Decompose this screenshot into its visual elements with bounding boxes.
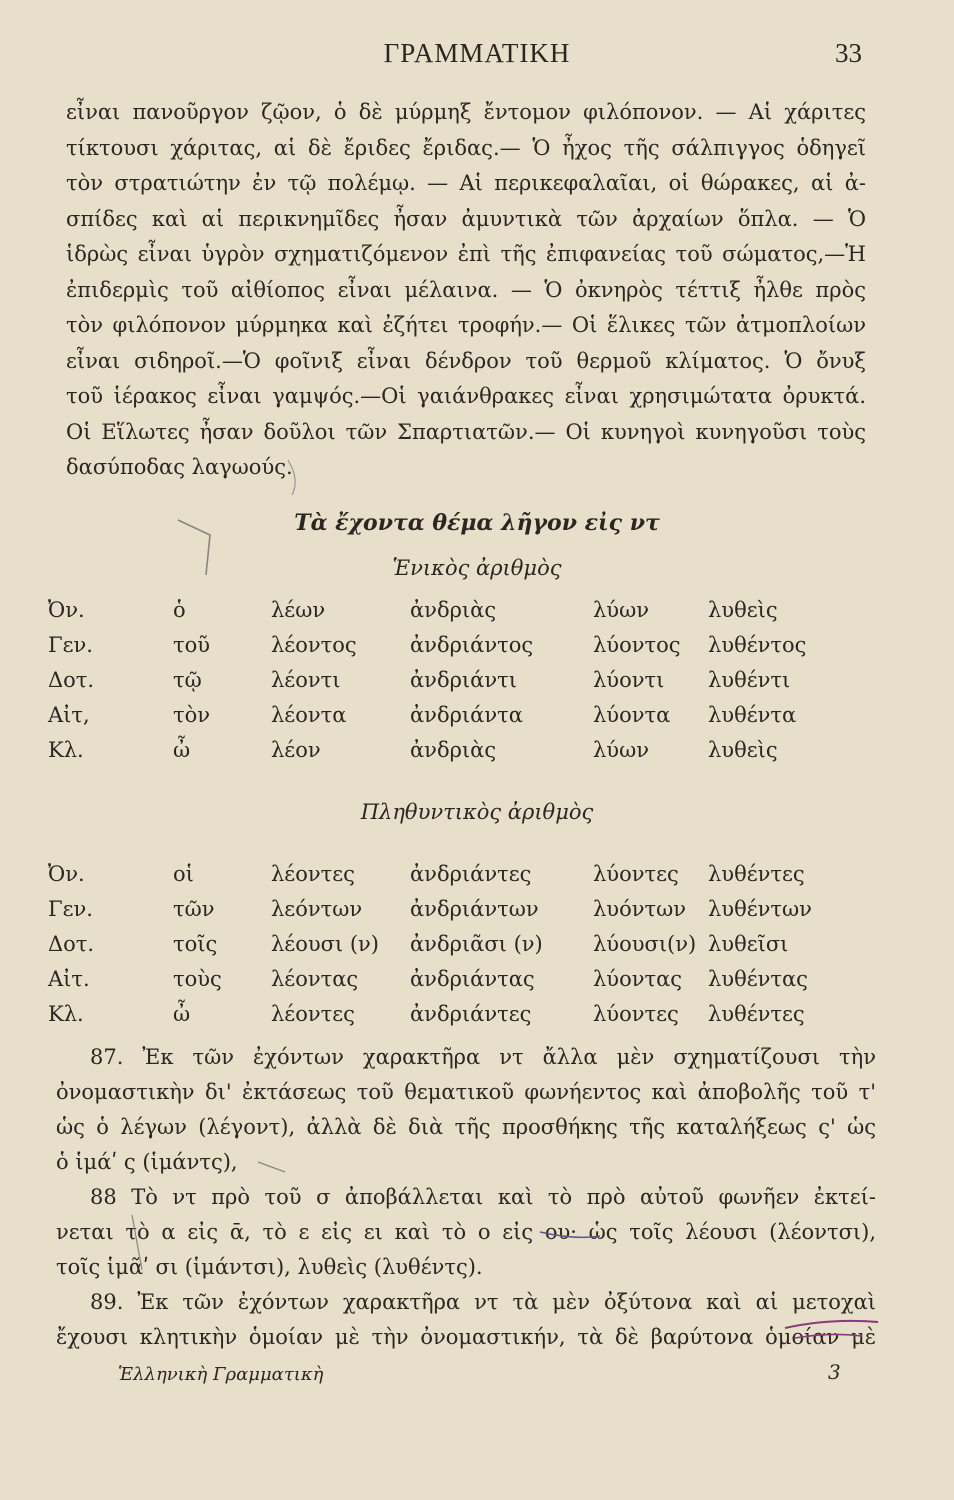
case-label: Αἰτ. bbox=[48, 967, 90, 991]
declension-cell: λύοντας bbox=[593, 967, 683, 991]
footer-signature: Ἑλληνικὴ Γραμματικὴ bbox=[118, 1364, 324, 1385]
rule-text-line: ὡς ὁ λέγων (λέγοντ), ἀλλὰ δὲ διὰ τῆς προσθήκης τῆς καταλήξεως ς' ὡς bbox=[56, 1115, 876, 1139]
declension-cell: λύοντος bbox=[593, 633, 681, 657]
declension-cell: ἀνδριάντων bbox=[410, 897, 539, 921]
text-line: τίκτουσι χάριτας, αἱ δὲ ἔριδες ἔριδας.— Ὁ ἦχος τῆς σάλπιγγος ὁδηγεῖ bbox=[66, 135, 866, 160]
declension-cell: τῶν bbox=[173, 897, 215, 921]
declension-cell: λυθέντας bbox=[708, 967, 808, 991]
section-title: Τὰ ἔχοντα θέμα λῆγον εἰς ντ bbox=[294, 510, 660, 536]
declension-cell: οἱ bbox=[173, 862, 194, 886]
declension-cell: λυθέντες bbox=[708, 1002, 805, 1026]
declension-cell: λέων bbox=[271, 598, 326, 622]
text-line: τὸν φιλόπονον μύρμηκα καὶ ἐζήτει τροφήν.— Οἱ ἕλικες τῶν ἀτμοπλοίων bbox=[66, 313, 866, 337]
declension-cell: λυθεὶς bbox=[708, 738, 778, 762]
declension-cell: λυθεὶς bbox=[708, 598, 778, 622]
rule-text-line: 87. Ἐκ τῶν ἐχόντων χαρακτῆρα ντ ἄλλα μὲν σχηματίζουσι τὴν bbox=[90, 1045, 876, 1069]
declension-cell: λέοντι bbox=[271, 668, 341, 692]
case-label: Αἰτ, bbox=[48, 703, 90, 727]
declension-cell: λύουσι(ν) bbox=[593, 932, 697, 956]
declension-cell: λυθέντι bbox=[708, 668, 791, 692]
declension-cell: λέοντες bbox=[271, 1002, 355, 1026]
purple-underline bbox=[785, 1321, 878, 1328]
declension-cell: τὸν bbox=[173, 703, 211, 727]
declension-cell: λέοντες bbox=[271, 862, 355, 886]
declension-cell: ὦ bbox=[173, 1002, 191, 1026]
case-label: Κλ. bbox=[48, 1002, 84, 1026]
pen-underline bbox=[540, 1232, 600, 1237]
declension-cell: λύοντι bbox=[593, 668, 665, 692]
declension-cell: ἀνδριάντες bbox=[410, 1002, 532, 1026]
declension-cell: λέοντα bbox=[271, 703, 347, 727]
declension-cell: λυόντων bbox=[593, 897, 686, 921]
declension-cell: λύοντες bbox=[593, 862, 679, 886]
text-line: δασύποδας λαγωούς. bbox=[66, 455, 293, 479]
declension-cell: λέοντας bbox=[271, 967, 359, 991]
footer-number: 3 bbox=[828, 1360, 841, 1384]
case-label: Δοτ. bbox=[48, 932, 95, 956]
pencil-stroke bbox=[288, 460, 295, 495]
page-number: 33 bbox=[835, 38, 862, 68]
declension-cell: ἀνδριὰς bbox=[410, 738, 497, 762]
declension-cell: ἀνδριάντας bbox=[410, 967, 535, 991]
rule-text-line: νεται τὸ α εἰς ᾱ, τὸ ε εἰς ει καὶ τὸ ο εἰς ου· ὡς τοῖς λέουσι (λέοντσι), bbox=[56, 1220, 876, 1244]
declension-cell: τῷ bbox=[173, 668, 202, 692]
text-line: τοῦ ἱέρακος εἶναι γαμψός.—Οἱ γαιάνθρακες εἶναι χρησιμώτατα ὀρυκτά. bbox=[66, 384, 866, 408]
rule-text-line: ὁ ἱμάʹ ς (ἱμάντς), bbox=[56, 1150, 238, 1174]
case-label: Γεν. bbox=[48, 633, 93, 657]
declension-cell: λυθεῖσι bbox=[708, 932, 789, 956]
rule-text-line: ὀνομαστικὴν δι' ἐκτάσεως τοῦ θεματικοῦ φωνήεντος καὶ ἀποβολῆς τοῦ τ' bbox=[56, 1080, 876, 1104]
purple-underline bbox=[795, 1334, 862, 1338]
running-header: ΓΡΑΜΜΑΤΙΚΗ bbox=[383, 38, 571, 68]
declension-cell: ἀνδριάντος bbox=[410, 633, 534, 657]
declension-cell: ἀνδριὰς bbox=[410, 598, 497, 622]
declension-cell: τοῖς bbox=[173, 932, 218, 956]
text-line: ἱδρὼς εἶναι ὑγρὸν σχηματιζόμενον ἐπὶ τῆς ἐπιφανείας τοῦ σώματος,—Ἡ bbox=[66, 242, 866, 266]
declension-cell: λυθέντος bbox=[708, 633, 807, 657]
text-line: ἐπιδερμὶς τοῦ αἰθίοπος εἶναι μέλαινα. — Ὁ ὀκνηρὸς τέττιξ ἦλθε πρὸς bbox=[66, 277, 866, 302]
declension-cell: τοὺς bbox=[173, 967, 222, 991]
declension-cell: λυθέντες bbox=[708, 862, 805, 886]
text-line: Οἱ Εἵλωτες ἦσαν δοῦλοι τῶν Σπαρτιατῶν.— Οἱ κυνηγοὶ κυνηγοῦσι τοὺς bbox=[66, 419, 866, 444]
text-line: εἶναι σιδηροῖ.—Ὁ φοῖνιξ εἶναι δένδρον τοῦ θερμοῦ κλίματος. Ὁ ὄνυξ bbox=[66, 348, 866, 373]
declension-cell: λύοντες bbox=[593, 1002, 679, 1026]
text-line: εἶναι πανοῦργον ζῷον, ὁ δὲ μύρμηξ ἔντομον φιλόπονον. — Αἱ χάριτες bbox=[66, 100, 866, 124]
text-line: σπίδες καὶ αἱ περικνημῖδες ἦσαν ἀμυντικὰ τῶν ἀρχαίων ὅπλα. — Ὁ bbox=[66, 206, 866, 231]
declension-cell: ὦ bbox=[173, 738, 191, 762]
text-line: τὸν στρατιώτην ἐν τῷ πολέμῳ. — Αἱ περικεφαλαῖαι, οἱ θώρακες, αἱ ἀ- bbox=[66, 171, 866, 195]
declension-cell: λέοντος bbox=[271, 633, 357, 657]
declension-cell: λύων bbox=[593, 598, 649, 622]
declension-cell: λύοντα bbox=[593, 703, 671, 727]
declension-cell: λέον bbox=[271, 738, 321, 762]
rule-text-line: τοῖς ἱμᾶʹ σι (ἱμάντσι), λυθεὶς (λυθέντς). bbox=[56, 1255, 483, 1279]
declension-cell: ἀνδριᾶσι (ν) bbox=[410, 932, 543, 956]
pencil-cross-mark bbox=[258, 1162, 285, 1172]
declension-cell: λέουσι (ν) bbox=[271, 932, 379, 956]
pencil-tick-mark bbox=[178, 520, 210, 575]
case-label: Ὀν. bbox=[48, 598, 85, 622]
case-label: Δοτ. bbox=[48, 668, 95, 692]
singular-heading: Ἑνικὸς ἀριθμὸς bbox=[392, 556, 562, 580]
declension-cell: ἀνδριάντες bbox=[410, 862, 532, 886]
rule-text-line: ἔχουσι κλητικὴν ὁμοίαν μὲ τὴν ὀνομαστικήν, τὰ δὲ βαρύτονα ὁμοίαν μὲ bbox=[56, 1325, 876, 1349]
declension-cell: λυθέντα bbox=[708, 703, 797, 727]
declension-cell: λεόντων bbox=[271, 897, 363, 921]
declension-cell: ἀνδριάντι bbox=[410, 668, 517, 692]
case-label: Κλ. bbox=[48, 738, 84, 762]
case-label: Γεν. bbox=[48, 897, 93, 921]
declension-cell: λύων bbox=[593, 738, 649, 762]
declension-cell: ἀνδριάντα bbox=[410, 703, 523, 727]
rule-text-line: 88 Τὸ ντ πρὸ τοῦ σ ἀποβάλλεται καὶ τὸ πρὸ αὐτοῦ φωνῆεν ἐκτεί- bbox=[90, 1185, 876, 1209]
plural-heading: Πληθυντικὸς ἀριθμὸς bbox=[360, 800, 594, 824]
case-label: Ὀν. bbox=[48, 862, 85, 886]
pencil-stroke bbox=[132, 1215, 142, 1270]
declension-cell: ὁ bbox=[173, 598, 186, 622]
rule-text-line: 89. Ἐκ τῶν ἐχόντων χαρακτῆρα ντ τὰ μὲν ὀξύτονα καὶ αἱ μετοχαὶ bbox=[90, 1290, 876, 1314]
declension-cell: λυθέντων bbox=[708, 897, 812, 921]
declension-cell: τοῦ bbox=[173, 633, 211, 657]
